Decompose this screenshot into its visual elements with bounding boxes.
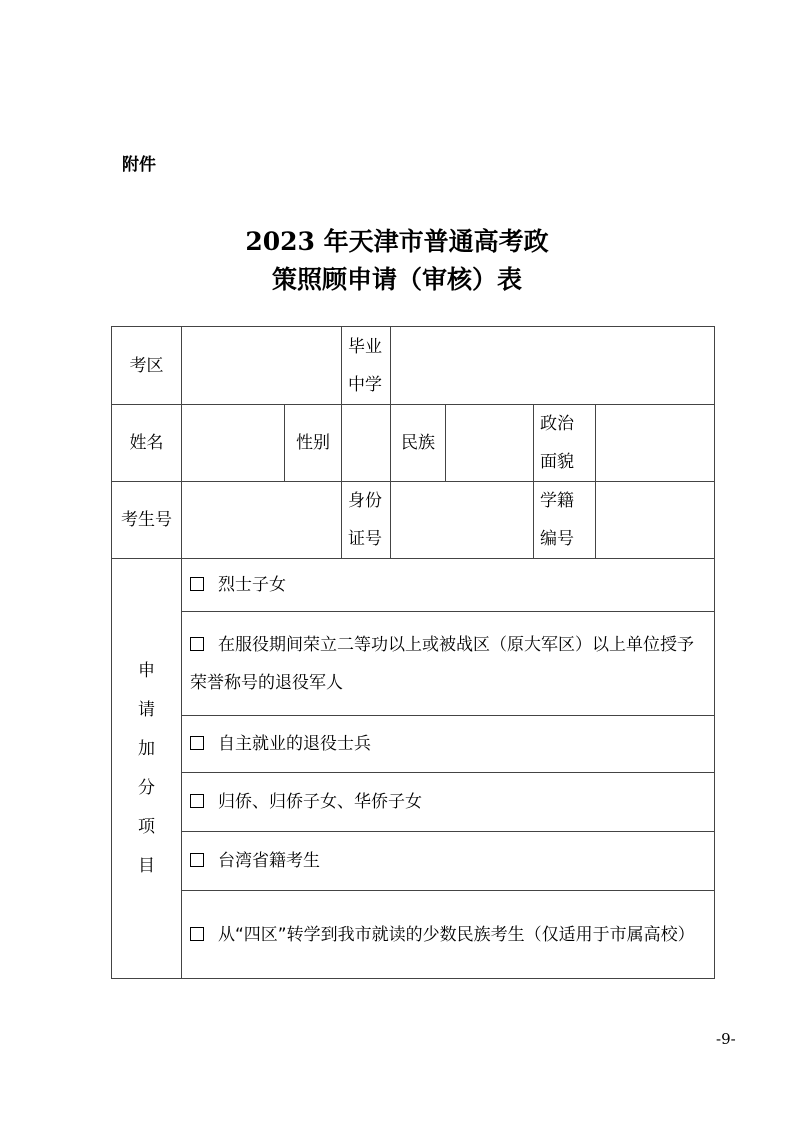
bonus-label-char: 目 xyxy=(138,855,155,876)
id-number-field[interactable] xyxy=(391,482,534,559)
student-number-label-line2: 编号 xyxy=(540,529,574,549)
option-text: 烈士子女 xyxy=(218,575,286,595)
option-text: 自主就业的退役士兵 xyxy=(218,734,371,754)
form-title-line2: 策照顾申请（审核）表 xyxy=(271,265,522,294)
bonus-label-char: 申 xyxy=(138,660,155,681)
graduated-school-label xyxy=(342,327,391,405)
political-status-label-line1: 政治 xyxy=(540,414,574,434)
option-text: 归侨、归侨子女、华侨子女 xyxy=(218,792,422,812)
bonus-label-char: 分 xyxy=(138,777,155,798)
attachment-label: 附件 xyxy=(122,155,156,175)
exam-area-label: 考区 xyxy=(112,327,182,405)
bonus-option-martyr-children[interactable] xyxy=(182,559,715,612)
application-form-table xyxy=(111,326,715,979)
checkbox-icon[interactable] xyxy=(190,853,204,867)
bonus-option-self-employed-veteran[interactable] xyxy=(182,716,715,773)
id-number-label xyxy=(342,482,391,559)
name-field[interactable] xyxy=(182,405,285,482)
bonus-option-meritorious-veteran[interactable] xyxy=(182,612,715,716)
political-status-label-line2: 面貌 xyxy=(540,452,574,472)
page-number: -9- xyxy=(716,1030,736,1048)
checkbox-icon[interactable] xyxy=(190,577,204,591)
bonus-option-overseas-chinese[interactable] xyxy=(182,773,715,832)
checkbox-icon[interactable] xyxy=(190,794,204,808)
form-title-line1: 2023 年天津市普通高考政 xyxy=(245,227,549,256)
option-text: 从“四区”转学到我市就读的少数民族考生（仅适用于市属高校） xyxy=(218,924,695,945)
graduated-school-label-line1: 毕业 xyxy=(348,336,382,357)
ethnicity-field[interactable] xyxy=(446,405,534,482)
option-text: 台湾省籍考生 xyxy=(218,851,320,871)
id-number-label-line2: 证号 xyxy=(348,529,382,549)
graduated-school-field[interactable] xyxy=(391,327,715,405)
bonus-label-char: 请 xyxy=(138,699,155,720)
student-number-label-line1: 学籍 xyxy=(540,491,574,511)
checkbox-icon[interactable] xyxy=(190,927,204,941)
graduated-school-label-line2: 中学 xyxy=(348,374,382,395)
name-label: 姓名 xyxy=(112,405,182,482)
checkbox-icon[interactable] xyxy=(190,637,204,651)
checkbox-icon[interactable] xyxy=(190,736,204,750)
exam-number-field[interactable] xyxy=(182,482,342,559)
bonus-option-taiwan[interactable] xyxy=(182,832,715,891)
political-status-label xyxy=(534,405,596,482)
gender-field[interactable] xyxy=(342,405,391,482)
id-number-label-line1: 身份 xyxy=(348,491,382,511)
bonus-label-char: 加 xyxy=(138,738,155,759)
student-number-field[interactable] xyxy=(596,482,715,559)
bonus-label-char: 项 xyxy=(138,816,155,837)
option-text: 在服役期间荣立二等功以上或被战区（原大军区）以上单位授予荣誉称号的退役军人 xyxy=(190,634,694,693)
ethnicity-label: 民族 xyxy=(391,405,446,482)
gender-label: 性别 xyxy=(285,405,342,482)
exam-area-field[interactable] xyxy=(182,327,342,405)
political-status-field[interactable] xyxy=(596,405,715,482)
bonus-option-four-regions-minority[interactable] xyxy=(182,891,715,979)
bonus-items-label xyxy=(112,559,182,979)
student-number-label xyxy=(534,482,596,559)
exam-number-label: 考生号 xyxy=(112,482,182,559)
